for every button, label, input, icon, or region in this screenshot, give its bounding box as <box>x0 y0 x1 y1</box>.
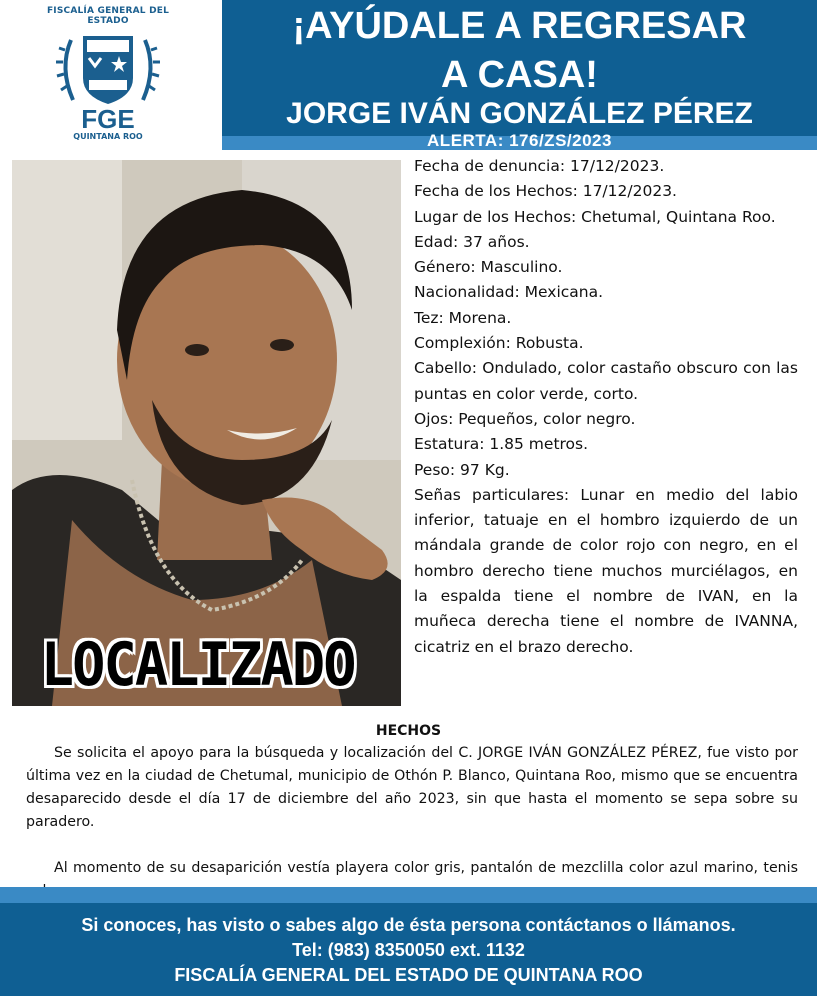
person-details <box>414 154 798 660</box>
detail-estatura: Estatura: 1.85 metros. <box>414 435 589 454</box>
headline-line-2: A CASA! <box>441 54 598 96</box>
fge-logo <box>38 6 178 151</box>
footer-call-to-action: Si conoces, has visto o sabes algo de ésta persona contáctanos o llámanos. <box>81 915 736 935</box>
detail-complexion: Complexión: Robusta. <box>414 334 584 353</box>
logo-abbreviation: FGE <box>81 104 135 134</box>
detail-lugar: Lugar de los Hechos: Chetumal, Quintana Roo. <box>414 207 776 226</box>
contact-footer <box>0 887 817 996</box>
detail-nacionalidad: Nacionalidad: Mexicana. <box>414 283 604 302</box>
footer-phone: Tel: (983) 8350050 ext. 1132 <box>292 940 525 960</box>
logo-org-name: FISCALÍA GENERAL DEL ESTADO <box>46 6 170 26</box>
logo-state: QUINTANA ROO <box>73 132 143 141</box>
detail-genero: Género: Masculino. <box>414 258 563 277</box>
detail-tez: Tez: Morena. <box>414 308 512 327</box>
headline-line-1: ¡AYÚDALE A REGRESAR <box>292 5 747 47</box>
hechos-heading: HECHOS <box>375 723 442 739</box>
footer-agency: FISCALÍA GENERAL DEL ESTADO DE QUINTANA ROO <box>174 965 643 985</box>
detail-fecha-hechos: Fecha de los Hechos: 17/12/2023. <box>414 182 677 201</box>
detail-peso: Peso: 97 Kg. <box>414 460 510 479</box>
detail-cabello: Cabello: Ondulado, color castaño obscuro con las puntas en color verde, corto. <box>414 359 798 403</box>
detail-edad: Edad: 37 años. <box>414 232 530 251</box>
localizado-stamp: LOCALIZADO <box>40 630 355 700</box>
hechos-paragraph-1: Se solicita el apoyo para la búsqueda y localización del C. JORGE IVÁN GONZÁLEZ PÉREZ, fue visto por última vez en la ciudad de Chetumal, municipio de Othón P. Blanco, Quintana Roo, mismo que se encuentra desaparecido desde el día 17 de diciembre del año 2023, sin que hasta el momento se sepa sobre su paradero. <box>26 745 798 830</box>
alert-number: ALERTA: 176/ZS/2023 <box>427 131 612 150</box>
detail-fecha-denuncia: Fecha de denuncia: 17/12/2023. <box>414 157 665 175</box>
person-name: JORGE IVÁN GONZÁLEZ PÉREZ <box>286 97 753 130</box>
header-banner <box>222 0 817 150</box>
detail-ojos: Ojos: Pequeños, color negro. <box>414 409 636 428</box>
detail-senas-particulares: Señas particulares: Lunar en medio del labio inferior, tatuaje en el hombro izquierdo de un mándala grande de color rojo con negro, en el hombro derecho tiene muchos murciélagos, en la espalda tiene el nombre de IVAN, en la muñeca derecha tiene el nombre de IVANNA, cicatriz en el brazo derecho. <box>414 485 798 656</box>
coat-of-arms-icon <box>53 28 163 108</box>
footer-stripe <box>0 887 817 903</box>
hechos-body <box>26 742 798 903</box>
hechos-paragraph-2: Al momento de su desaparición vestía playera color gris, pantalón de mezclilla color azul marino, tenis <box>54 860 798 876</box>
